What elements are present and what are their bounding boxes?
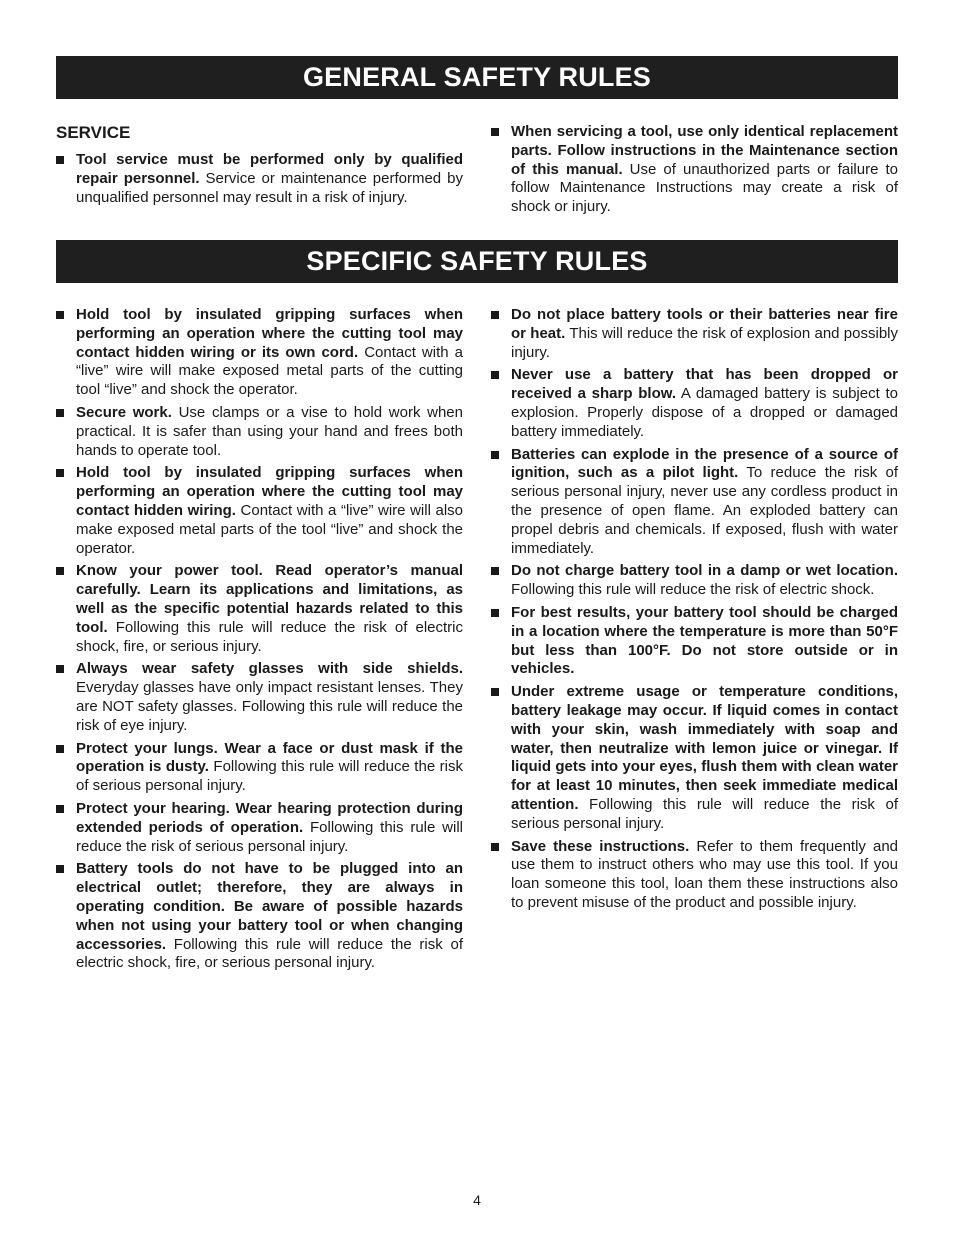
square-bullet-icon xyxy=(56,745,64,753)
rule-item xyxy=(491,123,898,217)
square-bullet-icon xyxy=(491,567,499,575)
rule-bold-text: Secure work. xyxy=(76,403,172,421)
rule-item xyxy=(491,446,898,559)
general-safety-rules-banner xyxy=(56,56,898,99)
rule-item xyxy=(491,604,898,679)
rule-bold-text: Batteries can explode in the presence of a source of ignition, such as a pilot light. xyxy=(511,445,898,482)
square-bullet-icon xyxy=(491,128,499,136)
rule-text: A damaged battery is subject to explosion. Properly dispose of a dropped or damaged battery immediately. xyxy=(511,385,898,440)
rule-item xyxy=(56,740,463,796)
specific-safety-rules-banner xyxy=(56,240,898,283)
rule-text: Following this rule will reduce the risk of electric shock, fire, or serious injury. xyxy=(76,618,463,655)
square-bullet-icon xyxy=(491,371,499,379)
square-bullet-icon xyxy=(491,688,499,696)
specific-rules-left-column xyxy=(56,306,463,977)
rule-text: To reduce the risk of serious personal injury, never use any cordless product in the presence of open flame. An exploded battery can propel debris and chemicals. If exposed, flush with water immediately. xyxy=(511,464,899,557)
square-bullet-icon xyxy=(56,311,64,319)
rule-text: Everyday glasses have only impact resistant lenses. They are NOT safety glasses. Following this rule will reduce the risk of eye injury. xyxy=(76,679,463,734)
rule-bold-text: Under extreme usage or temperature conditions, battery leakage may occur. If liquid comes in contact with your skin, wash immediately with soap and water, then neutralize with lemon juice or vinegar. If liquid gets into your eyes, flush them with clean water for at least 10 minutes, then seek immediate medical attention. xyxy=(511,683,898,813)
rule-bold-text: Do not charge battery tool in a damp or wet location. xyxy=(511,562,898,580)
specific-safety-rules-title: SPECIFIC SAFETY RULES xyxy=(306,246,648,276)
service-right-column xyxy=(491,123,898,221)
rule-text: This will reduce the risk of explosion and possibly injury. xyxy=(511,324,898,361)
general-safety-rules-title: GENERAL SAFETY RULES xyxy=(302,62,652,92)
rule-bold-text: Never use a battery that has been dropped or received a sharp blow. xyxy=(511,366,898,403)
rule-text: Use of unauthorized parts or failure to follow Maintenance Instructions may create a risk of shock or injury. xyxy=(511,160,898,216)
rule-bold-text: For best results, your battery tool should be charged in a location where the temperature is more than 50°F but less than 100°F. Do not store outside or in vehicles. xyxy=(511,603,898,678)
square-bullet-icon xyxy=(56,805,64,813)
rule-bold-text: Tool service must be performed only by qualified repair personnel. xyxy=(76,151,463,187)
rule-text: Refer to them frequently and use them to instruct others who may use this tool. If you loan someone this tool, loan them these instructions also to prevent misuse of the product and possible injury. xyxy=(511,837,899,911)
rule-bold-text: Battery tools do not have to be plugged into an electrical outlet; therefore, they are always in operating condition. Be aware of possible hazards when not using your battery tool or when changing accessories. xyxy=(76,860,463,953)
rule-text: Use clamps or a vise to hold work when practical. It is safer than using your hand and frees both hands to operate tool. xyxy=(76,403,463,459)
rule-bold-text: Hold tool by insulated gripping surfaces when performing an operation where the cutting tool may contact hidden wiring or its own cord. xyxy=(76,306,463,361)
rule-text: Contact with a “live” wire will also make exposed metal parts of the tool “live” and shock the operator. xyxy=(76,501,463,557)
rule-text: Following this rule will reduce the risk of electric shock. xyxy=(511,581,875,599)
square-bullet-icon xyxy=(56,156,64,164)
rule-item xyxy=(491,562,898,600)
rule-text: Contact with a “live” wire will make exposed metal parts of the cutting tool “live” and shock the operator. xyxy=(76,343,464,399)
rule-text: Following this rule will reduce the risk of serious personal injury. xyxy=(511,795,898,832)
rule-item xyxy=(56,660,463,735)
service-heading: SERVICE xyxy=(56,123,131,142)
square-bullet-icon xyxy=(491,311,499,319)
square-bullet-icon xyxy=(491,451,499,459)
rule-bold-text: Hold tool by insulated gripping surfaces when performing an operation where the cutting tool may contact hidden wiring. xyxy=(76,464,463,519)
square-bullet-icon xyxy=(56,665,64,673)
rule-bold-text: Protect your lungs. Wear a face or dust mask if the operation is dusty. xyxy=(76,739,463,776)
rule-item xyxy=(56,464,463,558)
rule-text: Following this rule will reduce the risk of serious personal injury. xyxy=(76,818,463,855)
specific-rules-right-column xyxy=(491,306,898,917)
rule-bold-text: When servicing a tool, use only identical replacement parts. Follow instructions in the Maintenance section of this manual. xyxy=(511,123,898,178)
rule-bold-text: Do not place battery tools or their batteries near fire or heat. xyxy=(511,306,898,342)
rule-bold-text: Save these instructions. xyxy=(511,837,690,855)
rule-item xyxy=(56,800,463,856)
rule-item xyxy=(491,306,898,362)
square-bullet-icon xyxy=(56,469,64,477)
rule-item xyxy=(56,404,463,460)
rule-text: Service or maintenance performed by unqualified personnel may result in a risk of injury. xyxy=(76,169,463,206)
rule-bold-text: Always wear safety glasses with side shields. xyxy=(76,660,463,678)
square-bullet-icon xyxy=(491,609,499,617)
square-bullet-icon xyxy=(56,567,64,575)
rule-item xyxy=(56,151,463,207)
rule-item xyxy=(56,562,463,656)
rule-item xyxy=(491,366,898,441)
rule-item xyxy=(56,306,463,400)
rule-text: Following this rule will reduce the risk of electric shock, fire, or serious personal injury. xyxy=(76,935,463,972)
square-bullet-icon xyxy=(56,865,64,873)
rule-text: Following this rule will reduce the risk of serious personal injury. xyxy=(76,758,463,795)
rule-item xyxy=(491,683,898,833)
square-bullet-icon xyxy=(56,409,64,417)
rule-item xyxy=(56,860,463,973)
page-number: 4 xyxy=(473,1192,481,1208)
rule-bold-text: Protect your hearing. Wear hearing protection during extended periods of operation. xyxy=(76,799,463,836)
rule-bold-text: Know your power tool. Read operator’s manual carefully. Learn its applications and limitations, as well as the specific potential hazards related to this tool. xyxy=(76,562,463,636)
service-left-column xyxy=(56,123,463,211)
square-bullet-icon xyxy=(491,843,499,851)
rule-item xyxy=(491,838,898,913)
